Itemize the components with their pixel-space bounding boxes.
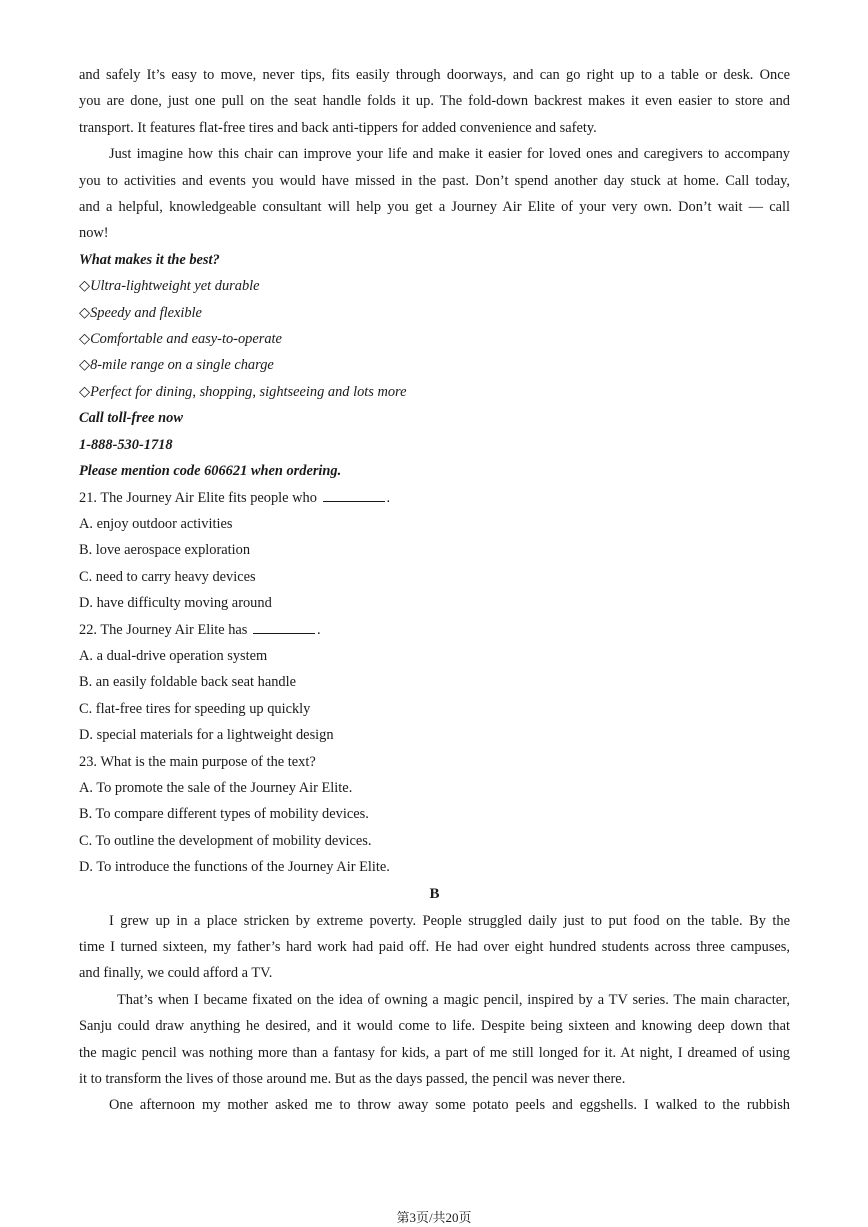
feature-item: ◇Comfortable and easy-to-operate bbox=[79, 331, 282, 348]
feature-item: ◇Ultra-lightweight yet durable bbox=[79, 278, 260, 295]
question-stem-23: 23. What is the main purpose of the text? bbox=[79, 753, 316, 770]
feature-item: ◇8-mile range on a single charge bbox=[79, 357, 274, 374]
question-option: A. enjoy outdoor activities bbox=[79, 515, 233, 532]
document-page bbox=[79, 62, 790, 1119]
text-line: That’s when I became fixated on the idea of owning a magic pencil, inspired by a TV series. The main character, bbox=[117, 991, 790, 1008]
text-line: it to transform the lives of those around me. But as the days passed, the pencil was never there. bbox=[79, 1071, 626, 1088]
text-line: Just imagine how this chair can improve your life and make it easier for loved ones and caregivers to accompany bbox=[109, 146, 790, 163]
page-number: 第3页/共20页 bbox=[396, 1210, 472, 1225]
question-option: D. special materials for a lightweight design bbox=[79, 727, 334, 744]
question-option: D. have difficulty moving around bbox=[79, 595, 272, 612]
question-option: D. To introduce the functions of the Journey Air Elite. bbox=[79, 859, 390, 876]
text-line: Sanju could draw anything he desired, and it would come to life. Despite being sixteen and knowing deep down that bbox=[79, 1018, 790, 1035]
text-line: and a helpful, knowledgeable consultant will help you get a Journey Air Elite of your very own. Don’t wait — call bbox=[79, 199, 790, 216]
feature-item: ◇Perfect for dining, shopping, sightseeing and lots more bbox=[79, 383, 407, 400]
text-line: and safely It’s easy to move, never tips, fits easily through doorways, and can go right up to a table or desk. Once bbox=[79, 67, 790, 83]
text-line: and finally, we could afford a TV. bbox=[79, 965, 273, 982]
call-label: Call toll-free now bbox=[79, 410, 183, 427]
question-stem-21: 21. The Journey Air Elite fits people who . bbox=[79, 489, 391, 506]
text-line: time I turned sixteen, my father’s hard work had paid off. He had over eight hundred students across three campuses, bbox=[79, 939, 790, 955]
question-option: B. To compare different types of mobility devices. bbox=[79, 806, 369, 823]
phone-number: 1-888-530-1718 bbox=[79, 436, 173, 453]
section-title: B bbox=[429, 885, 440, 902]
feature-item: ◇Speedy and flexible bbox=[79, 304, 202, 321]
text-line: the magic pencil was nothing more than a fantasy for kids, a part of me still longed for it. At night, I dreamed of using bbox=[79, 1044, 790, 1061]
answer-blank bbox=[253, 621, 315, 634]
answer-blank bbox=[323, 489, 385, 502]
question-option: B. an easily foldable back seat handle bbox=[79, 674, 296, 691]
text-line: transport. It features flat-free tires and back anti-tippers for added convenience and safety. bbox=[79, 119, 597, 136]
question-option: A. a dual-drive operation system bbox=[79, 647, 268, 664]
text-line: you to activities and events you would have missed in the past. Don’t spend another day stuck at home. Call today, bbox=[79, 172, 790, 189]
question-option: C. To outline the development of mobility devices. bbox=[79, 832, 372, 849]
question-option: A. To promote the sale of the Journey Air Elite. bbox=[79, 779, 353, 796]
text-line: you are done, just one pull on the seat handle folds it up. The fold-down backrest makes it even easier to store and bbox=[79, 93, 790, 110]
text-line: I grew up in a place stricken by extreme poverty. People struggled daily just to put food on the table. By the bbox=[109, 912, 790, 929]
features-heading: What makes it the best? bbox=[79, 251, 220, 268]
question-option: B. love aerospace exploration bbox=[79, 542, 251, 559]
order-code: Please mention code 606621 when ordering. bbox=[79, 463, 342, 480]
text-line: One afternoon my mother asked me to throw away some potato peels and eggshells. I walked to the rubbish bbox=[109, 1097, 790, 1114]
text-line: now! bbox=[79, 225, 109, 242]
question-stem-22: 22. The Journey Air Elite has . bbox=[79, 621, 321, 638]
question-option: C. need to carry heavy devices bbox=[79, 568, 256, 585]
question-option: C. flat-free tires for speeding up quickly bbox=[79, 700, 311, 717]
